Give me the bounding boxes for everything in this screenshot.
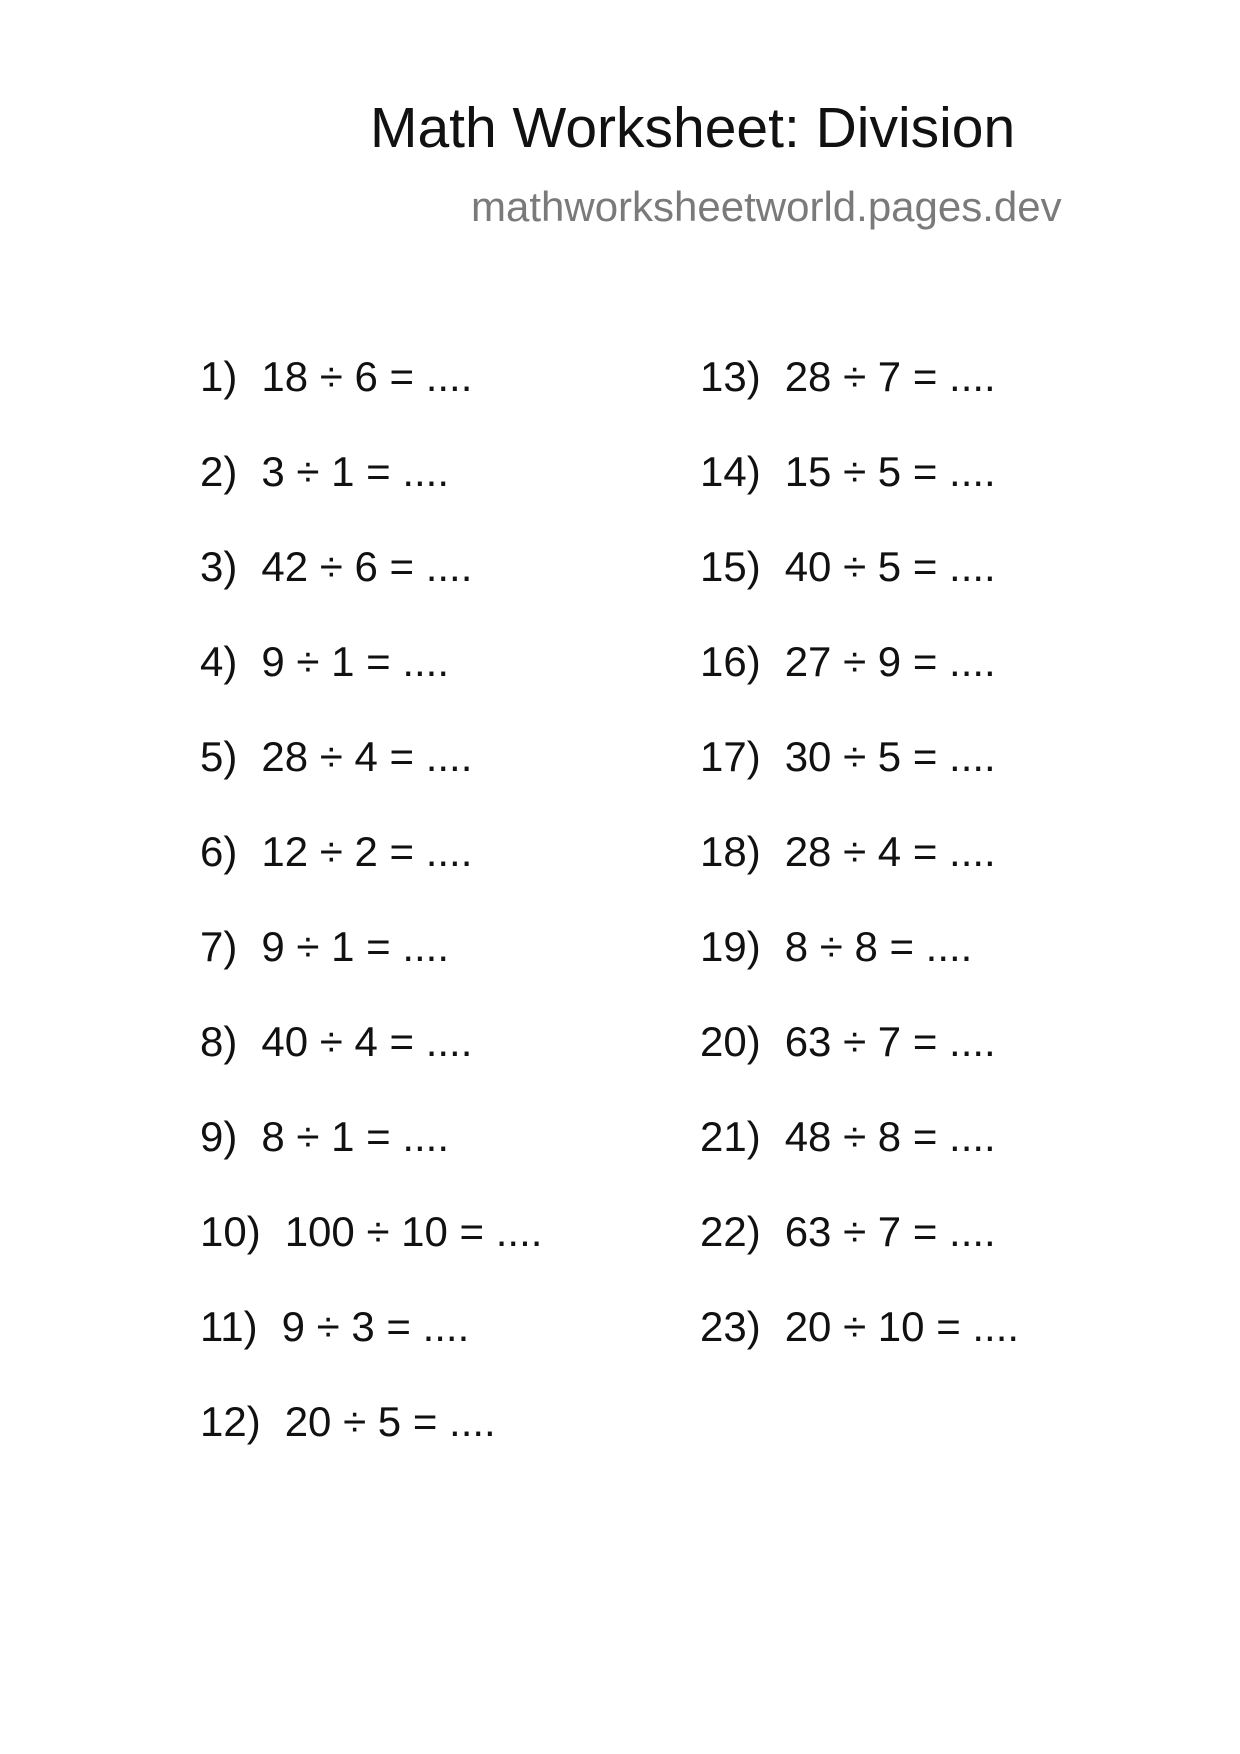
problem-item xyxy=(700,1113,1019,1208)
problem-number: 20) xyxy=(700,1018,761,1065)
website-url: mathworksheetworld.pages.dev xyxy=(471,183,1062,230)
problem-number: 11) xyxy=(200,1303,258,1350)
problem-number: 15) xyxy=(700,543,761,590)
problem-expression: 9 ÷ 1 = .... xyxy=(261,923,450,970)
problem-item xyxy=(700,1018,1019,1113)
problem-expression: 18 ÷ 6 = .... xyxy=(261,353,473,400)
problem-expression: 20 ÷ 5 = .... xyxy=(284,1398,496,1445)
problem-expression: 28 ÷ 4 = .... xyxy=(784,828,996,875)
problem-item xyxy=(200,448,542,543)
problem-number: 3) xyxy=(200,543,238,590)
problem-number: 6) xyxy=(200,828,238,875)
problem-expression: 9 ÷ 3 = .... xyxy=(281,1303,470,1350)
problem-number: 1) xyxy=(200,353,238,400)
problem-item xyxy=(200,923,542,1018)
problem-expression: 40 ÷ 5 = .... xyxy=(784,543,996,590)
problem-item xyxy=(200,1208,542,1303)
problem-column-left xyxy=(200,353,542,1493)
problem-number: 19) xyxy=(700,923,761,970)
problem-item xyxy=(200,353,542,448)
problem-item xyxy=(200,1113,542,1208)
problem-number: 22) xyxy=(700,1208,761,1255)
problem-number: 5) xyxy=(200,733,238,780)
problem-expression: 63 ÷ 7 = .... xyxy=(784,1018,996,1065)
problem-expression: 28 ÷ 4 = .... xyxy=(261,733,473,780)
problem-item xyxy=(700,1303,1019,1398)
problem-expression: 3 ÷ 1 = .... xyxy=(261,448,450,495)
problem-item xyxy=(700,1208,1019,1303)
problem-item xyxy=(700,923,1019,1018)
problem-item xyxy=(700,638,1019,733)
problem-expression: 48 ÷ 8 = .... xyxy=(784,1113,996,1160)
problem-item xyxy=(200,1303,542,1398)
problem-item xyxy=(200,1398,542,1493)
problem-item xyxy=(700,543,1019,638)
problem-item xyxy=(200,1018,542,1113)
problem-number: 23) xyxy=(700,1303,761,1350)
problem-expression: 8 ÷ 8 = .... xyxy=(784,923,973,970)
problem-number: 14) xyxy=(700,448,761,495)
problem-expression: 63 ÷ 7 = .... xyxy=(784,1208,996,1255)
problem-number: 17) xyxy=(700,733,761,780)
problem-item xyxy=(200,543,542,638)
problem-column-right xyxy=(700,353,1019,1398)
problem-expression: 9 ÷ 1 = .... xyxy=(261,638,450,685)
page-title: Math Worksheet: Division xyxy=(370,96,1016,160)
problem-number: 7) xyxy=(200,923,238,970)
problem-expression: 15 ÷ 5 = .... xyxy=(784,448,996,495)
problem-expression: 30 ÷ 5 = .... xyxy=(784,733,996,780)
problem-item xyxy=(200,828,542,923)
problem-number: 13) xyxy=(700,353,761,400)
problem-expression: 12 ÷ 2 = .... xyxy=(261,828,473,875)
problem-number: 8) xyxy=(200,1018,238,1065)
problem-item xyxy=(700,448,1019,543)
problem-expression: 27 ÷ 9 = .... xyxy=(784,638,996,685)
problem-number: 4) xyxy=(200,638,238,685)
problem-item xyxy=(200,638,542,733)
problem-number: 12) xyxy=(200,1398,261,1445)
problem-number: 18) xyxy=(700,828,761,875)
problem-expression: 8 ÷ 1 = .... xyxy=(261,1113,450,1160)
problem-number: 10) xyxy=(200,1208,261,1255)
problem-expression: 42 ÷ 6 = .... xyxy=(261,543,473,590)
problem-item xyxy=(700,353,1019,448)
problem-expression: 20 ÷ 10 = .... xyxy=(784,1303,1020,1350)
problem-number: 2) xyxy=(200,448,238,495)
problem-expression: 28 ÷ 7 = .... xyxy=(784,353,996,400)
problem-item xyxy=(200,733,542,828)
problem-expression: 40 ÷ 4 = .... xyxy=(261,1018,473,1065)
problem-number: 21) xyxy=(700,1113,761,1160)
problem-number: 9) xyxy=(200,1113,238,1160)
problem-item xyxy=(700,828,1019,923)
problem-expression: 100 ÷ 10 = .... xyxy=(284,1208,543,1255)
problem-item xyxy=(700,733,1019,828)
problem-number: 16) xyxy=(700,638,761,685)
